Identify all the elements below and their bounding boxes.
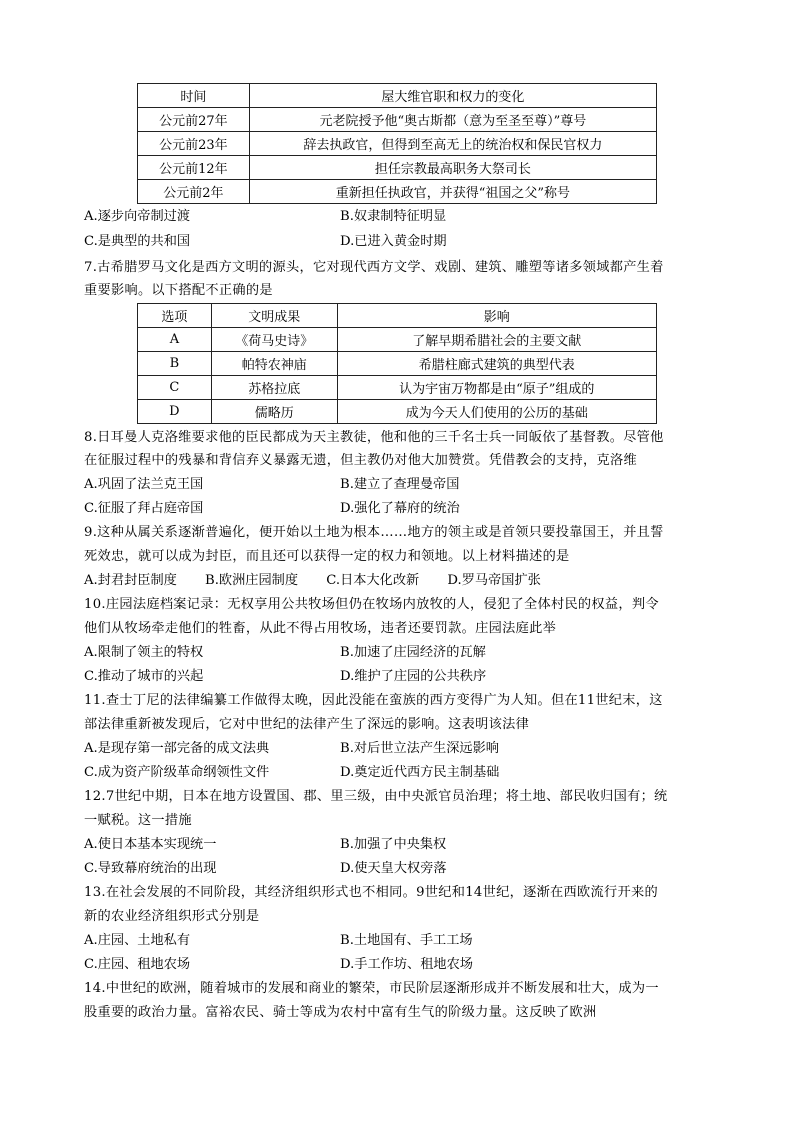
q13-options-row2 <box>84 953 714 977</box>
q8-stem-line2: 在征服过程中的残暴和背信弃义暴露无遗，但主教仍对他大加赞赏。凭借教会的支持，克洛维 <box>84 453 637 468</box>
q8-stem-line1: 8.日耳曼人克洛维要求他的臣民都成为天主教徒，他和他的三千名士兵一同皈依了基督教。尽管他 <box>84 430 664 445</box>
q13-option-d[interactable]: D.手工作坊、租地农场 <box>340 957 473 972</box>
q9-stem-line1: 9.这种从属关系逐渐普遍化，便开始以土地为根本……地方的领主或是首领只要投靠国王，并且誓 <box>84 525 664 540</box>
q6-option-c[interactable]: C.是典型的共和国 <box>84 234 191 249</box>
table-header-row <box>138 84 657 108</box>
q12-stem-line1: 12.7世纪中期，日本在地方设置国、郡、里三级，由中央派官员治理；将土地、部民收归国有；统 <box>84 789 668 804</box>
table-cell: 苏格拉底 <box>211 376 337 400</box>
q9-option-d[interactable]: D.罗马帝国扩张 <box>447 573 541 588</box>
table-cell: 公元前12年 <box>138 156 250 180</box>
table-cell: 公元前23年 <box>138 132 250 156</box>
table-row <box>138 156 657 180</box>
table-header-cell: 屋大维官职和权力的变化 <box>249 84 656 108</box>
q6-option-a[interactable]: A.逐步向帝制过渡 <box>84 209 191 224</box>
q9-option-a[interactable]: A.封君封臣制度 <box>84 573 177 588</box>
q9-options-row <box>84 569 714 593</box>
table-cell: 儒略历 <box>211 400 337 424</box>
table-header-cell: 时间 <box>138 84 250 108</box>
q10-option-a[interactable]: A.限制了领主的特权 <box>84 645 204 660</box>
table-row <box>138 180 657 204</box>
q9-option-c[interactable]: C.日本大化改新 <box>326 573 420 588</box>
q10-options-row2 <box>84 665 714 689</box>
octavian-power-table <box>137 83 657 204</box>
q13-stem-line1: 13.在社会发展的不同阶段，其经济组织形式也不相同。9世纪和14世纪，逐渐在西欧流行开来的 <box>84 885 658 900</box>
table-cell: 重新担任执政官，并获得“祖国之父”称号 <box>249 180 656 204</box>
q11-options-row2 <box>84 761 714 785</box>
q12-options-row2 <box>84 857 714 881</box>
table-header-cell: 选项 <box>138 304 212 328</box>
q11-option-c[interactable]: C.成为资产阶级革命纲领性文件 <box>84 765 270 780</box>
table-cell: 公元前2年 <box>138 180 250 204</box>
q14-stem-line2: 股重要的政治力量。富裕农民、骑士等成为农村中富有生气的阶级力量。这反映了欧洲 <box>84 1005 597 1020</box>
q12-options-row1 <box>84 833 714 857</box>
q11-stem-line2: 部法律重新被发现后，它对中世纪的法律产生了深远的影响。这表明该法律 <box>84 717 530 732</box>
q8-option-c[interactable]: C.征服了拜占庭帝国 <box>84 501 204 516</box>
table-cell: 成为今天人们使用的公历的基础 <box>337 400 656 424</box>
q11-options-row1 <box>84 737 714 761</box>
table-row <box>138 376 657 400</box>
q13-option-b[interactable]: B.土地国有、手工工场 <box>340 933 473 948</box>
q11-stem-line1: 11.查士丁尼的法律编纂工作做得太晚，因此没能在蛮族的西方变得广为人知。但在11世纪末，这 <box>84 693 663 708</box>
q14-stem-line1: 14.中世纪的欧洲，随着城市的发展和商业的繁荣，市民阶层逐渐形成并不断发展和壮大，成为一 <box>84 981 659 996</box>
table-cell: 辞去执政官，但得到至高无上的统治权和保民官权力 <box>249 132 656 156</box>
q11-option-b[interactable]: B.对后世立法产生深远影响 <box>340 741 499 756</box>
table-row <box>138 132 657 156</box>
q8-option-d[interactable]: D.强化了幕府的统治 <box>340 501 460 516</box>
q8-options-row2 <box>84 497 714 521</box>
q6-options-row2 <box>84 230 714 254</box>
q13-stem-line2: 新的农业经济组织形式分别是 <box>84 909 260 924</box>
table-cell: D <box>138 400 212 424</box>
q13-option-c[interactable]: C.庄园、租地农场 <box>84 957 191 972</box>
q10-option-d[interactable]: D.维护了庄园的公共秩序 <box>340 669 487 684</box>
q6-options-row1 <box>84 205 714 229</box>
q8-option-a[interactable]: A.巩固了法兰克王国 <box>84 477 204 492</box>
q12-option-d[interactable]: D.使天皇大权旁落 <box>340 861 447 876</box>
table-cell: A <box>138 328 212 352</box>
q10-stem-line2: 他们从牧场牵走他们的牲畜，从此不得占用牧场，违者还要罚款。庄园法庭此举 <box>84 621 557 636</box>
q12-option-b[interactable]: B.加强了中央集权 <box>340 837 447 852</box>
table-cell: 希腊柱廊式建筑的典型代表 <box>337 352 656 376</box>
table-cell: B <box>138 352 212 376</box>
table-cell: C <box>138 376 212 400</box>
table-header-row <box>138 304 657 328</box>
q13-option-a[interactable]: A.庄园、土地私有 <box>84 933 191 948</box>
table-row <box>138 108 657 132</box>
q6-option-b[interactable]: B.奴隶制特征明显 <box>340 209 447 224</box>
q10-option-b[interactable]: B.加速了庄园经济的瓦解 <box>340 645 486 660</box>
q10-options-row1 <box>84 641 714 665</box>
q9-stem-line2: 死效忠，就可以成为封臣，而且还可以获得一定的权力和领地。以上材料描述的是 <box>84 549 570 564</box>
table-row <box>138 328 657 352</box>
q8-options-row1 <box>84 473 714 497</box>
q12-stem-line2: 一赋税。这一措施 <box>84 813 192 828</box>
q7-stem-line2: 重要影响。以下搭配不正确的是 <box>84 283 273 298</box>
q7-stem-line1: 7.古希腊罗马文化是西方文明的源头，它对现代西方文学、戏剧、建筑、雕塑等诸多领域都产生着 <box>84 260 664 275</box>
civilization-table <box>137 303 657 424</box>
q6-option-d[interactable]: D.已进入黄金时期 <box>340 234 447 249</box>
q11-option-a[interactable]: A.是现存第一部完备的成文法典 <box>84 741 270 756</box>
q11-option-d[interactable]: D.奠定近代西方民主制基础 <box>340 765 500 780</box>
q9-option-b[interactable]: B.欧洲庄园制度 <box>205 573 299 588</box>
table-cell: 帕特农神庙 <box>211 352 337 376</box>
table-cell: 认为宇宙万物都是由“原子”组成的 <box>337 376 656 400</box>
table-row <box>138 352 657 376</box>
q10-stem-line1: 10.庄园法庭档案记录：无权享用公共牧场但仍在牧场内放牧的人，侵犯了全体村民的权益，判令 <box>84 597 659 612</box>
table-row <box>138 400 657 424</box>
q12-option-a[interactable]: A.使日本基本实现统一 <box>84 837 217 852</box>
table-cell: 公元前27年 <box>138 108 250 132</box>
table-cell: 元老院授予他“奥古斯都（意为至圣至尊）”尊号 <box>249 108 656 132</box>
q10-option-c[interactable]: C.推动了城市的兴起 <box>84 669 204 684</box>
table-cell: 《荷马史诗》 <box>211 328 337 352</box>
q8-option-b[interactable]: B.建立了查理曼帝国 <box>340 477 460 492</box>
table-cell: 担任宗教最高职务大祭司长 <box>249 156 656 180</box>
table-header-cell: 影响 <box>337 304 656 328</box>
q12-option-c[interactable]: C.导致幕府统治的出现 <box>84 861 217 876</box>
q13-options-row1 <box>84 929 714 953</box>
table-cell: 了解早期希腊社会的主要文献 <box>337 328 656 352</box>
table-header-cell: 文明成果 <box>211 304 337 328</box>
